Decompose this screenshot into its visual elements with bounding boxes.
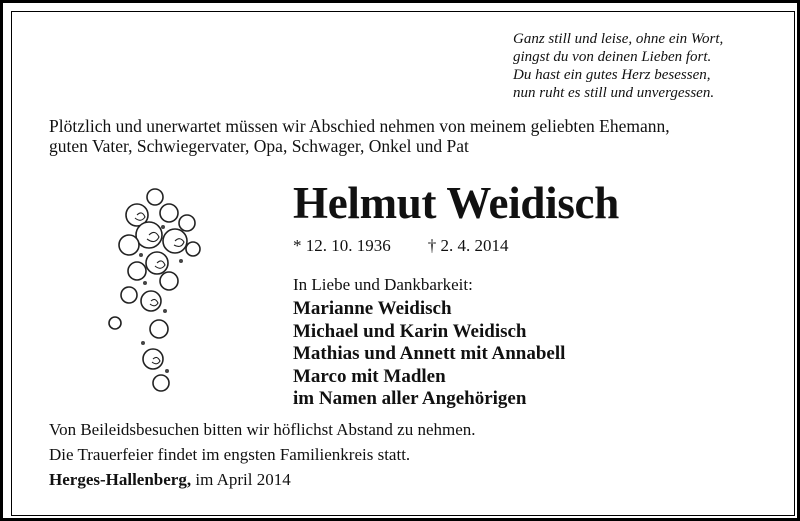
thanks-line: In Liebe und Dankbarkeit:: [293, 275, 473, 294]
poem-line: nun ruht es still und unvergessen.: [513, 85, 715, 101]
birth-date: * 12. 10. 1936: [293, 236, 391, 255]
place: Herges-Hallenberg,: [49, 470, 192, 489]
mourner-line: Marianne Weidisch: [293, 298, 452, 319]
mourner-line: Michael und Karin Weidisch: [293, 320, 527, 342]
closing-text: [49, 417, 476, 492]
mourner-line: im Namen aller Angehörigen: [293, 388, 527, 409]
mourner-line: Marco mit Madlen: [293, 365, 446, 387]
flower-bouquet-icon: [107, 183, 207, 408]
intro-text: [49, 116, 670, 156]
death-date: † 2. 4. 2014: [427, 236, 509, 255]
poem-line: gingst du von deinen Lieben fort.: [513, 49, 712, 65]
notice-date: im April 2014: [191, 470, 291, 489]
mourner-line: Mathias und Annett mit Annabell: [293, 343, 566, 364]
poem-line: Ganz still und leise, ohne ein Wort,: [513, 31, 724, 47]
mourners-list: [293, 298, 565, 411]
funeral-note: Die Trauerfeier findet im engsten Familienkreis statt.: [49, 445, 411, 464]
condolence-note: Von Beileidsbesuchen bitten wir höflichst Abstand zu nehmen.: [49, 420, 476, 439]
poem: [513, 30, 723, 102]
deceased-name: Helmut Weidisch: [293, 178, 619, 228]
life-dates: [293, 235, 509, 257]
poem-line: Du hast ein gutes Herz besessen,: [513, 67, 711, 83]
intro-line: Plötzlich und unerwartet müssen wir Abschied nehmen von meinem geliebten Ehemann,: [49, 116, 670, 136]
place-date-line: [49, 467, 476, 492]
intro-line: guten Vater, Schwiegervater, Opa, Schwager, Onkel und Pat: [49, 136, 469, 156]
